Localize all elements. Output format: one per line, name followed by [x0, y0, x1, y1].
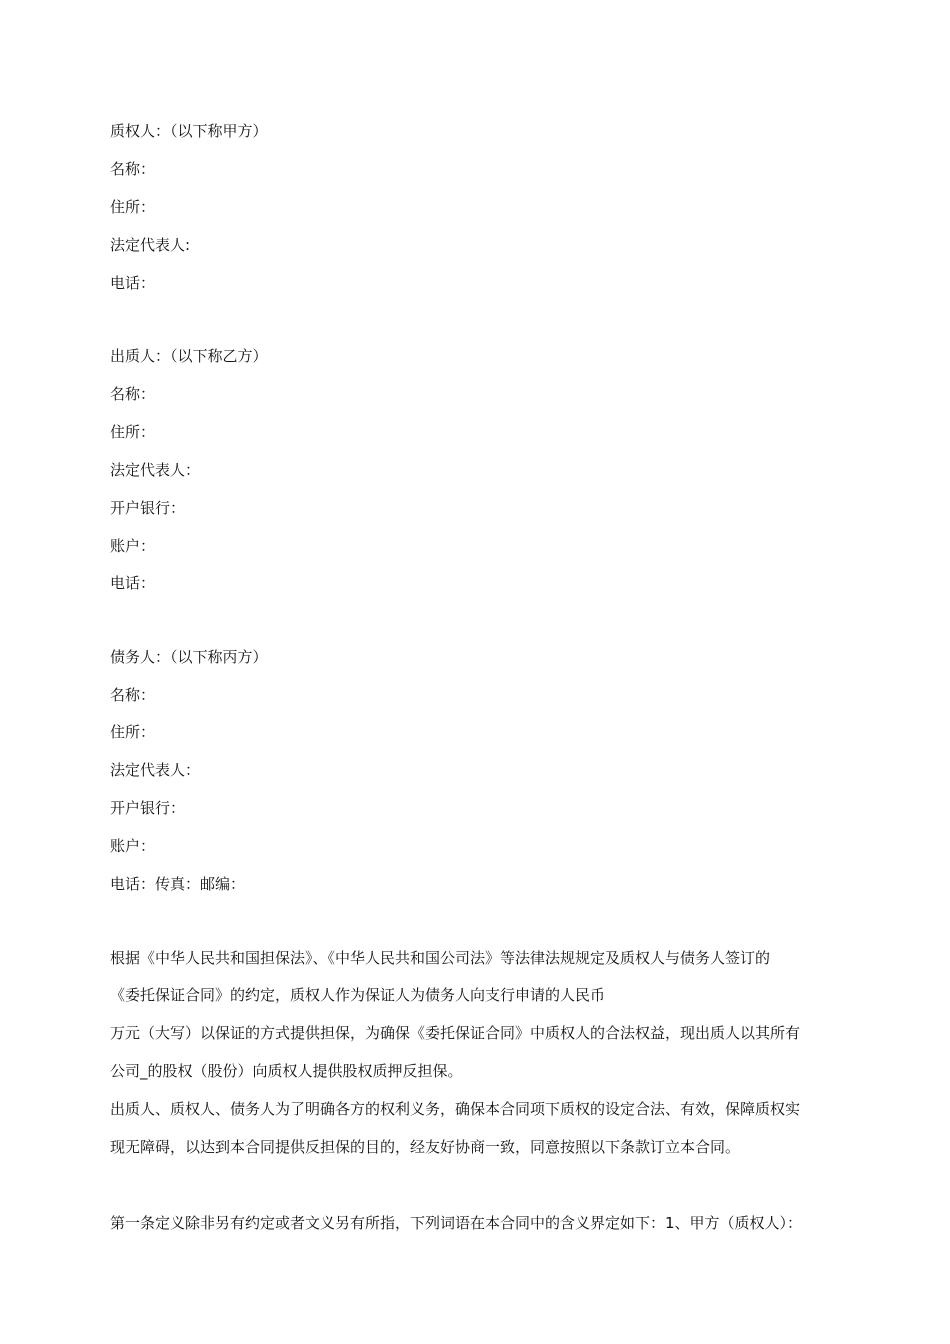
paragraph-purpose-line-1: 出质人、质权人、债务人为了明确各方的权利义务，确保本合同项下质权的设定合法、有效，保障质权实 — [110, 1100, 801, 1118]
pledgor-bank-label: 开户银行： — [110, 499, 186, 517]
pledgee-legal-rep-label: 法定代表人: — [110, 236, 191, 254]
pledgor-address-label: 住所： — [110, 423, 156, 441]
paragraph-basis-line-4: 公司_的股权（股份）向质权人提供股权质押反担保。 — [110, 1062, 463, 1080]
paragraph-basis-line-3: 万元（大写）以保证的方式提供担保，为确保《委托保证合同》中质权人的合法权益，现出质人以其所有 — [110, 1024, 801, 1042]
paragraph-purpose-line-2: 现无障碍，以达到本合同提供反担保的目的，经友好协商一致，同意按照以下条款订立本合同。 — [110, 1138, 741, 1156]
debtor-name-label: 名称： — [110, 686, 156, 704]
pledgor-phone-label: 电话： — [110, 574, 156, 592]
pledgor-legal-rep-label: 法定代表人： — [110, 461, 201, 479]
pledgee-address-label: 住所： — [110, 198, 156, 216]
debtor-heading: 债务人：（以下称丙方） — [110, 648, 268, 666]
paragraph-basis-line-1: 根据《中华人民共和国担保法》、《中华人民共和国公司法》等法律法规规定及质权人与债务人签订的 — [110, 949, 771, 967]
article-1-definitions: 第一条定义除非另有约定或者文义另有所指，下列词语在本合同中的含义界定如下：1、甲方（质权人）： — [110, 1214, 803, 1232]
debtor-address-label: 住所： — [110, 723, 156, 741]
paragraph-basis-line-2: 《委托保证合同》的约定，质权人作为保证人为债务人向支行申请的人民币 — [110, 986, 606, 1004]
pledgor-heading: 出质人：（以下称乙方） — [110, 347, 268, 365]
debtor-account-label: 账户： — [110, 837, 156, 855]
pledgee-name-label: 名称： — [110, 160, 156, 178]
pledgee-heading: 质权人：（以下称甲方） — [110, 122, 268, 140]
debtor-bank-label: 开户银行： — [110, 799, 186, 817]
pledgee-phone-label: 电话： — [110, 274, 156, 292]
pledgor-name-label: 名称： — [110, 385, 156, 403]
pledgor-account-label: 账户： — [110, 537, 156, 555]
debtor-legal-rep-label: 法定代表人： — [110, 761, 201, 779]
debtor-contact-label: 电话：传真：邮编： — [110, 875, 246, 893]
